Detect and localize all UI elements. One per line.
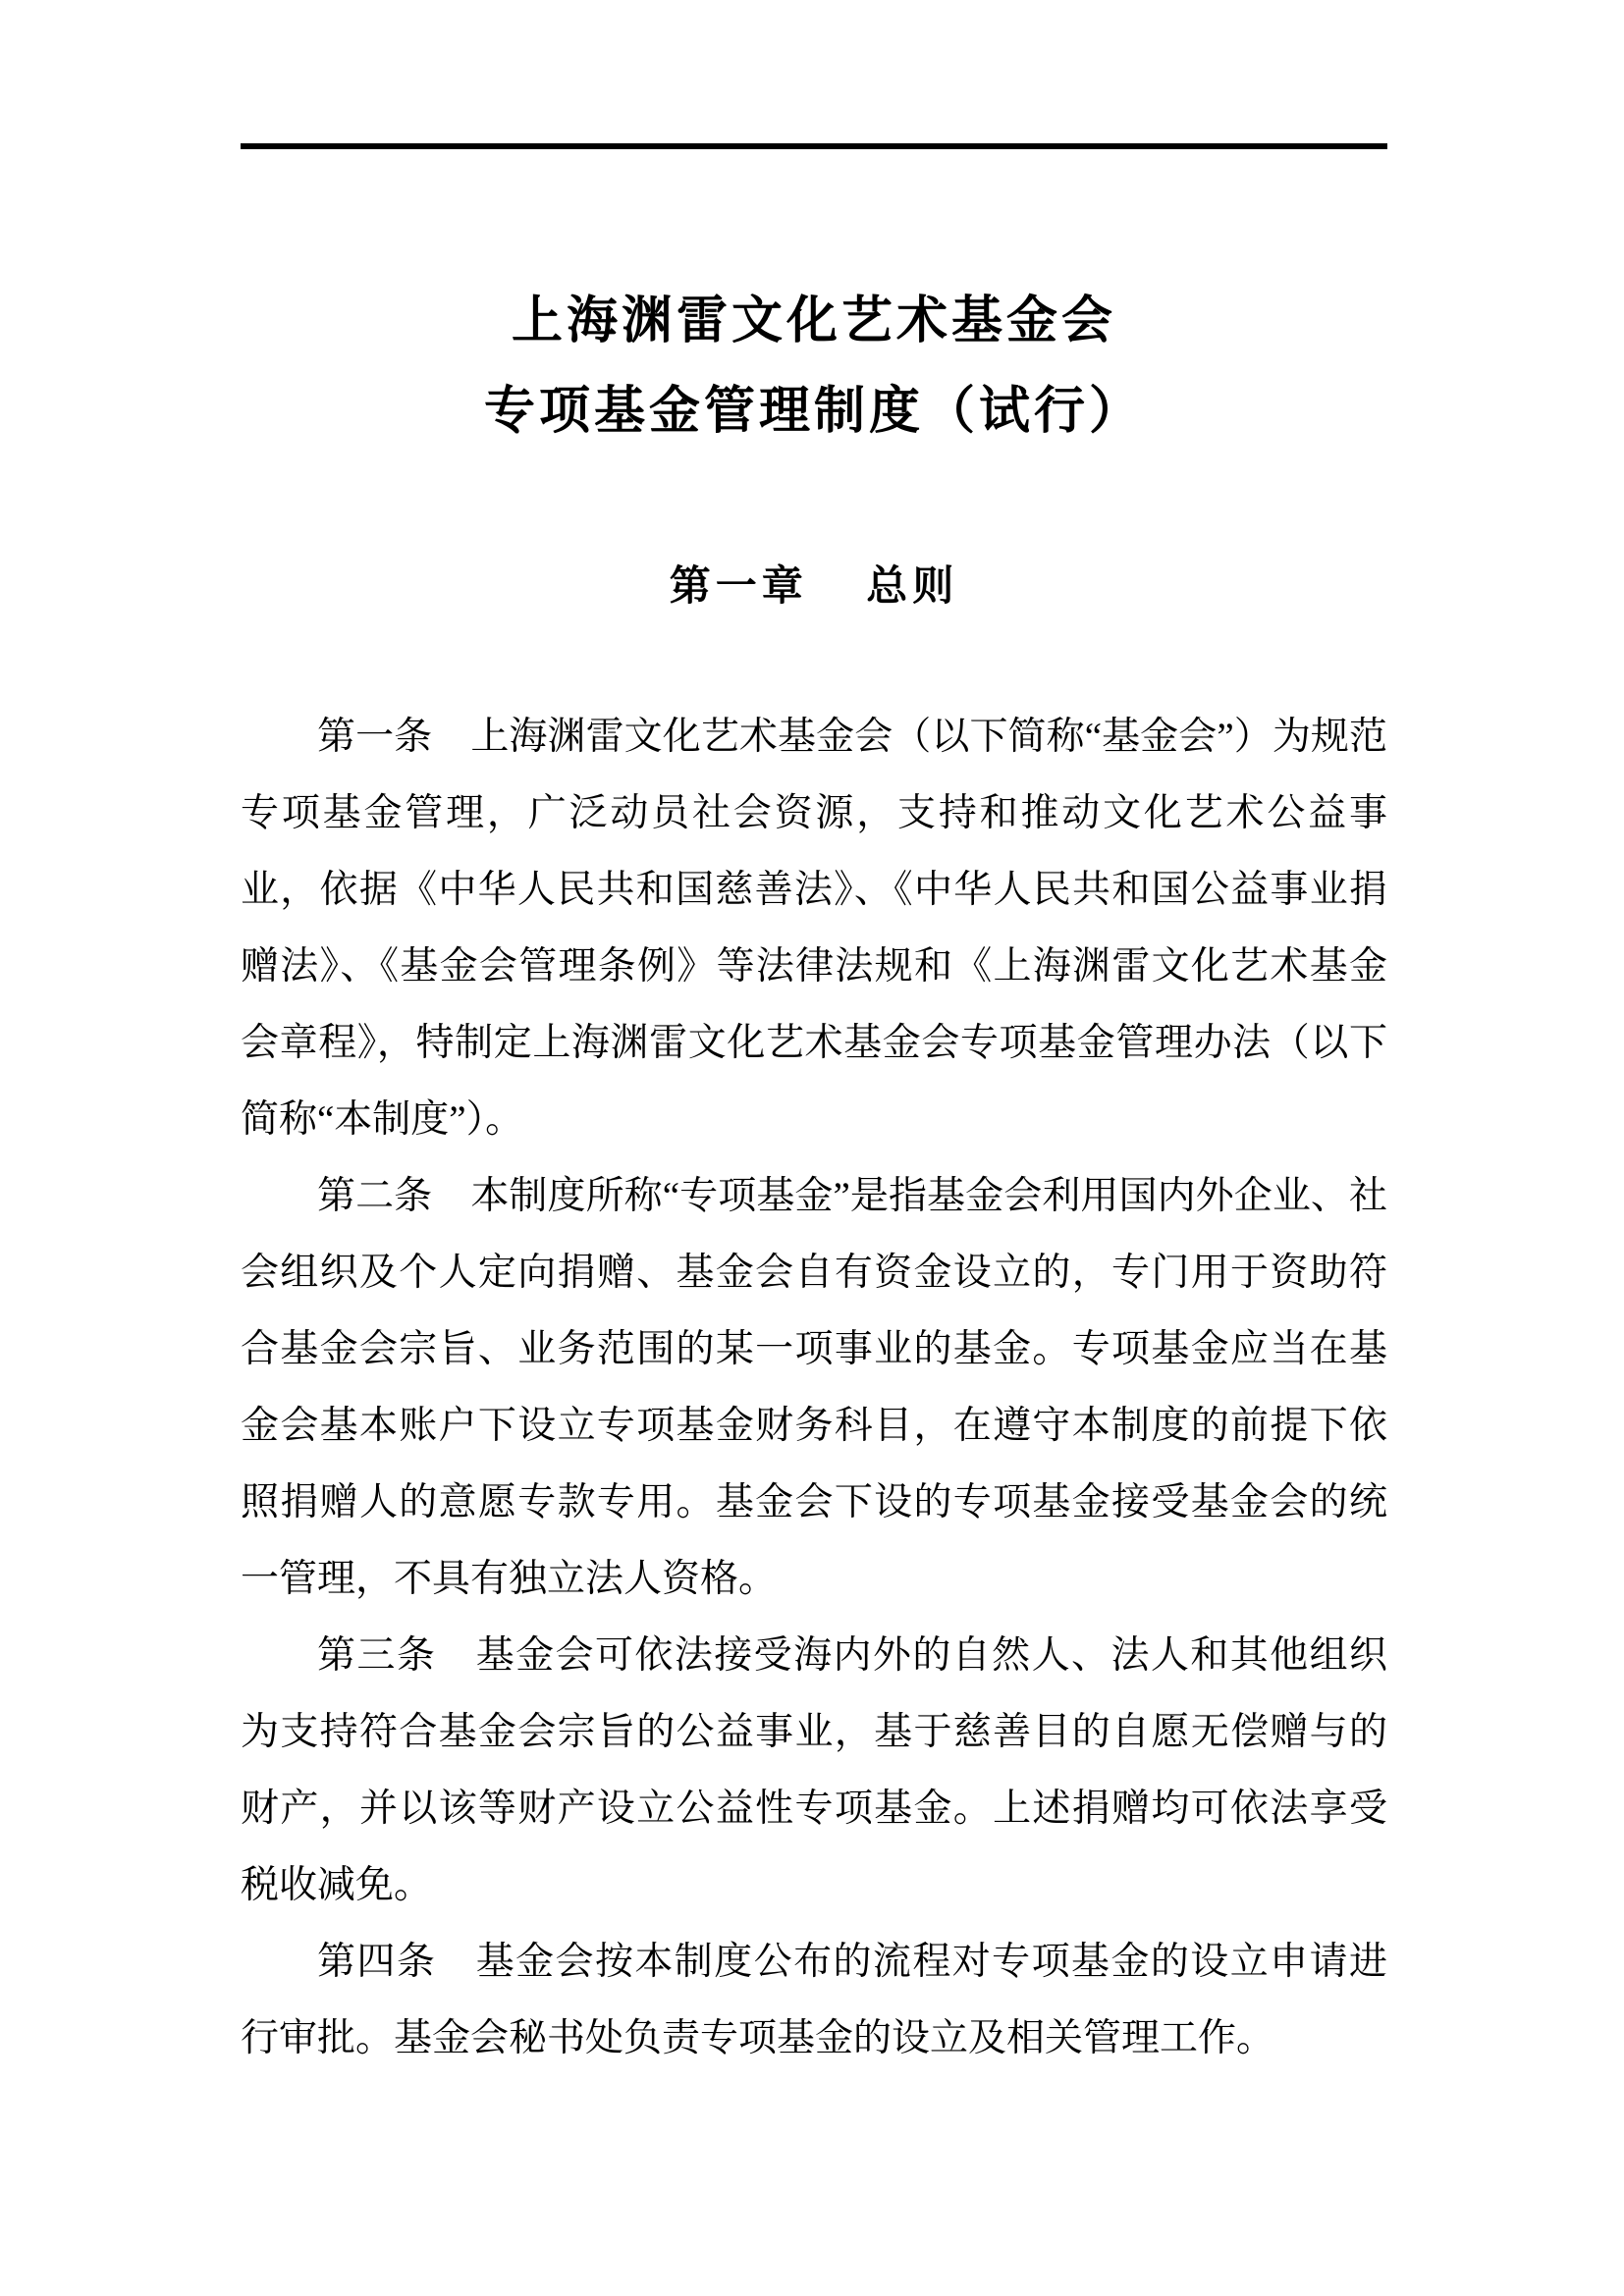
- paragraph-article-2: 第二条 本制度所称“专项基金”是指基金会利用国内外企业、社会组织及个人定向捐赠、基金会自有资金设立的，专门用于资助符合基金会宗旨、业务范围的某一项事业的基金。专项基金应当在基金会基本账户下设立专项基金财务科目，在遵守本制度的前提下依照捐赠人的意愿专款专用。基金会下设的专项基金接受基金会的统一管理，不具有独立法人资格。: [241, 1175, 1387, 1600]
- document-title-line-1: 上海渊雷文化艺术基金会: [511, 294, 1116, 349]
- chapter-name: 总则: [866, 564, 959, 610]
- paragraph-article-4: 第四条 基金会按本制度公布的流程对专项基金的设立申请进行审批。基金会秘书处负责专项基金的设立及相关管理工作。: [241, 1941, 1387, 2059]
- paragraph-article-3: 第三条 基金会可依法接受海内外的自然人、法人和其他组织为支持符合基金会宗旨的公益事业，基于慈善目的自愿无偿赠与的财产，并以该等财产设立公益性专项基金。上述捐赠均可依法享受税收减免。: [241, 1634, 1387, 1906]
- document-body: [241, 699, 1387, 2077]
- chapter-heading: [241, 556, 1387, 618]
- paragraph-article-1: 第一条 上海渊雷文化艺术基金会（以下简称“基金会”）为规范专项基金管理，广泛动员社会资源，支持和推动文化艺术公益事业，依据《中华人民共和国慈善法》、《中华人民共和国公益事业捐赠法》、《基金会管理条例》等法律法规和《上海渊雷文化艺术基金会章程》，特制定上海渊雷文化艺术基金会专项基金管理办法（以下简称“本制度”）。: [241, 716, 1387, 1141]
- document-title: [241, 277, 1387, 457]
- header-rule: [241, 143, 1387, 149]
- chapter-number: 第一章: [669, 564, 808, 610]
- document-title-line-2: 专项基金管理制度（试行）: [483, 384, 1144, 440]
